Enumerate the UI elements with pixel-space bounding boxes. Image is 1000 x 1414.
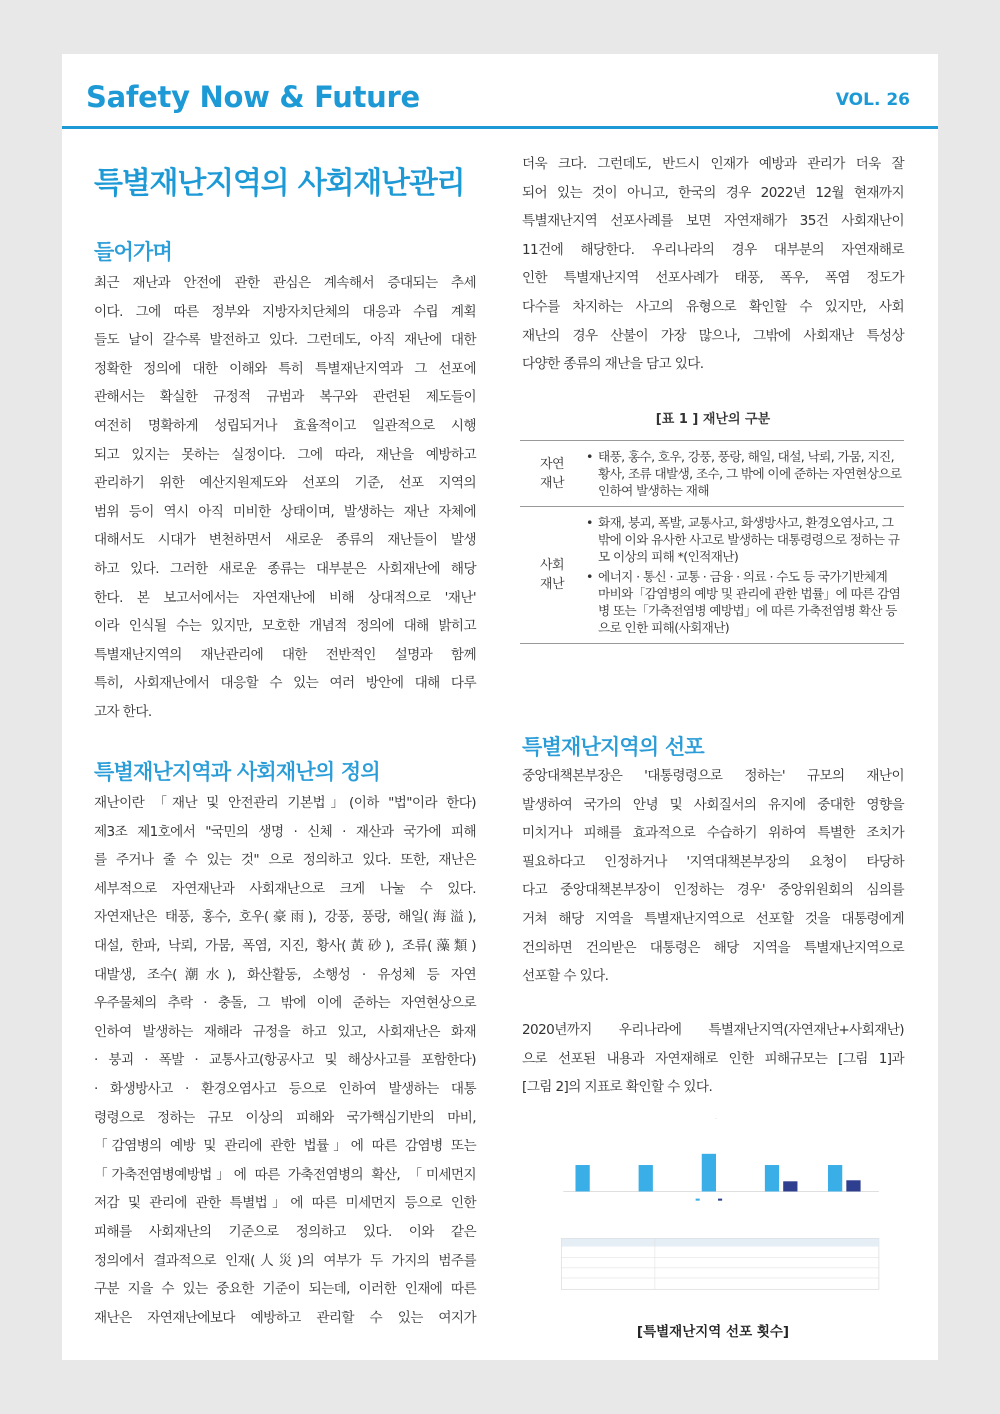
text-line: 재난은 자연재난에보다 예방하고 관리할 수 있는 여지가 <box>94 1309 476 1326</box>
figure-bar <box>575 1165 589 1191</box>
table-description-cell <box>584 441 904 507</box>
figure-bar <box>846 1180 860 1191</box>
text-line: 다수를 차지하는 사고의 유형으로 확인할 수 있지만, 사회 <box>522 298 904 315</box>
text-line: 를 주거나 줄 수 있는 것" 으로 정의하고 있다. 또한, 재난은 <box>94 852 476 869</box>
text-line: 되고 있지는 못하는 실정이다. 그에 따라, 재난을 예방하고 <box>94 446 476 463</box>
table-bullet-item: • 화재, 붕괴, 폭발, 교통사고, 화생방사고, 환경오염사고, 그 밖에 이와 유사한 사고로 발생하는 대통령령으로 정하는 규모 이상의 피해 *(인적재난) <box>586 515 900 564</box>
disaster-classification-table <box>520 440 904 644</box>
text-line: 하고 있다. 그러한 새로운 종류는 대부분은 사회재난에 해당 <box>94 560 476 577</box>
figure-bar <box>828 1165 842 1191</box>
text-line: · 붕괴 · 폭발 · 교통사고(항공사고 및 해상사고를 포함한다) <box>94 1052 476 1069</box>
declaration-figure <box>540 1108 892 1332</box>
text-line: 건의하면 건의받은 대통령은 해당 지역을 특별재난지역으로 <box>522 939 904 956</box>
continuation-paragraph <box>522 150 904 379</box>
table-category-cell: 사회 재난 <box>520 507 584 644</box>
text-line: 정확한 정의에 대한 이해와 특히 특별재난지역과 그 선포에 <box>94 360 476 377</box>
text-line: 선포할 수 있다. <box>522 968 609 985</box>
text-line: 범위 등이 역시 아직 미비한 상태이며, 발생하는 재난 자체에 <box>94 503 476 520</box>
text-line: 한다. 본 보고서에서는 자연재난에 비해 상대적으로 '재난' <box>94 589 476 606</box>
text-line: 여전히 명확하게 성립되거나 효율적이고 일관적으로 시행 <box>94 417 476 434</box>
figure-caption: [특별재난지역 선포 횟수] <box>636 1324 790 1340</box>
text-line: 되어 있는 것이 아니고, 한국의 경우 2022년 12월 현재까지 <box>522 184 904 201</box>
text-line: 자연재난은 태풍, 홍수, 호우(豪雨), 강풍, 풍랑, 해일(海溢), <box>94 909 476 926</box>
text-line: 재난의 경우 산불이 가장 많으나, 그밖에 사회재난 특성상 <box>522 327 904 344</box>
text-line: 저감 및 관리에 관한 특별법」에 따른 미세먼지 등으로 인한 <box>94 1195 476 1212</box>
intro-heading: 들어가며 <box>94 240 172 264</box>
table-description-cell <box>584 507 904 644</box>
text-line: 관해서는 확실한 규정적 규범과 복구와 관련된 제도들이 <box>94 389 476 406</box>
text-line: 구분 지을 수 있는 중요한 기준이 되는데, 이러한 인재에 따른 <box>94 1281 476 1298</box>
text-line: 대발생, 조수(潮水), 화산활동, 소행성 · 유성체 등 자연 <box>94 966 476 983</box>
statistics-paragraph <box>522 1016 904 1102</box>
text-line: 고자 한다. <box>94 703 152 720</box>
text-line: 필요하다고 인정하거나 '지역대책본부장의 요청이 타당하 <box>522 853 904 870</box>
text-line: 더욱 크다. 그런데도, 반드시 인재가 예방과 관리가 더욱 잘 <box>522 156 904 172</box>
volume-label: VOL. 26 <box>835 90 910 110</box>
text-line: 거쳐 해당 지역을 특별재난지역으로 선포할 것을 대통령에게 <box>522 910 904 927</box>
table-caption: [표 1 ] 재난의 구분 <box>655 412 771 427</box>
definition-paragraph <box>94 789 476 1332</box>
text-line: 특별재난지역의 재난관리에 대한 전반적인 설명과 함께 <box>94 646 476 663</box>
text-line: 발생하여 국가의 안녕 및 사회질서의 유지에 중대한 영향을 <box>522 796 904 813</box>
article-title: 특별재난지역의 사회재난관리 <box>94 166 465 201</box>
figure-bar <box>639 1165 653 1191</box>
figure-legend-swatch <box>718 1199 722 1201</box>
text-line: 인한 특별재난지역 선포사례가 태풍, 폭우, 폭염 정도가 <box>522 270 904 287</box>
text-line: · 화생방사고 · 환경오염사고 등으로 인하여 발생하는 대통 <box>94 1080 476 1097</box>
declaration-paragraph <box>522 762 904 991</box>
text-line: 피해를 사회재난의 기준으로 정의하고 있다. 이와 같은 <box>94 1223 476 1240</box>
text-line: 중앙대책본부장은 '대통령령으로 정하는' 규모의 재난이 <box>522 768 904 784</box>
figure-bar <box>783 1181 797 1191</box>
text-line: 재난이란 「재난 및 안전관리 기본법」(이하 "법"이라 한다) <box>94 795 476 811</box>
figure-mini-title: · <box>715 1116 717 1122</box>
figure-legend-swatch <box>696 1199 700 1201</box>
text-line: 대해서도 시대가 변천하면서 새로운 종류의 재난들이 발생 <box>94 532 476 549</box>
text-line: 세부적으로 자연재난과 사회재난으로 크게 나눌 수 있다. <box>94 880 476 897</box>
table-category-cell: 자연 재난 <box>520 441 584 507</box>
table-row <box>520 507 904 644</box>
text-line: 특히, 사회재난에서 대응할 수 있는 여러 방안에 대해 다루 <box>94 675 476 692</box>
text-line: 관리하기 위한 예산지원제도와 선포의 기준, 선포 지역의 <box>94 475 476 492</box>
text-line: 11건에 해당한다. 우리나라의 경우 대부분의 자연재해로 <box>522 241 904 258</box>
text-line: [그림 2]의 지표로 확인할 수 있다. <box>522 1079 713 1096</box>
table-bullet-item: • 에너지 · 통신 · 교통 · 금융 · 의료 · 수도 등 국가기반체계 마비와「감염병의 예방 및 관리에 관한 법률」에 따른 감염병 또는「가축전염병 예방법」에 따른 가축전염병 확산 등으로 인한 피해(사회재난) <box>586 569 901 635</box>
declaration-heading: 특별재난지역의 선포 <box>522 735 704 759</box>
figure-bar <box>765 1165 779 1191</box>
text-line: 다고 중앙대책본부장이 인정하는 경우' 중앙위원회의 심의를 <box>522 882 904 899</box>
text-line: 다양한 종류의 재난을 담고 있다. <box>522 356 704 373</box>
header <box>62 54 938 129</box>
text-line: 제3조 제1호에서 "국민의 생명 · 신체 · 재산과 국가에 피해 <box>94 823 476 840</box>
text-line: 대설, 한파, 낙뢰, 가뭄, 폭염, 지진, 황사(黃砂), 조류(藻類) <box>94 937 476 954</box>
text-line: 으로 선포된 내용과 자연재해로 인한 피해규모는 [그림 1]과 <box>522 1050 904 1067</box>
text-line: 특별재난지역 선포사례를 보면 자연재해가 35건 사회재난이 <box>522 213 904 230</box>
figure-mini-table-header <box>561 1238 879 1246</box>
brand-title: Safety Now & Future <box>86 80 420 114</box>
text-line: 우주물체의 추락 · 충돌, 그 밖에 이에 준하는 자연현상으로 <box>94 995 476 1012</box>
text-line: 들도 날이 갈수록 발전하고 있다. 그런데도, 아직 재난에 대한 <box>94 332 476 349</box>
text-line: 정의에서 결과적으로 인재(人災)의 여부가 두 가지의 범주를 <box>94 1252 476 1269</box>
text-line: 「가축전염병예방법」에 따른 가축전염병의 확산, 「미세먼지 <box>94 1166 476 1183</box>
table-row <box>520 441 904 507</box>
table-bullet-item: • 태풍, 홍수, 호우, 강풍, 풍랑, 해일, 대설, 낙뢰, 가뭄, 지진, 황사, 조류 대발생, 조수, 그 밖에 이에 준하는 자연현상으로 인하여 발생하는 재해 <box>586 449 902 498</box>
text-line: 령령으로 정하는 규모 이상의 피해와 국가핵심기반의 마비, <box>94 1109 476 1126</box>
text-line: 「감염병의 예방 및 관리에 관한 법률」에 따른 감염병 또는 <box>94 1138 476 1155</box>
intro-paragraph <box>94 269 476 727</box>
text-line: 인하여 발생하는 재해라 규정을 하고 있고, 사회재난은 화재 <box>94 1023 476 1040</box>
figure-bar <box>702 1154 716 1192</box>
text-line: 이다. 그에 따른 정부와 지방자치단체의 대응과 수립 계획 <box>94 303 476 320</box>
text-line: 이라 인식될 수는 있지만, 모호한 개념적 정의에 대해 밝히고 <box>94 618 476 635</box>
text-line: 미치거나 피해를 효과적으로 수습하기 위하여 특별한 조치가 <box>522 825 904 842</box>
text-line: 2020년까지 우리나라에 특별재난지역(자연재난+사회재난) <box>522 1022 904 1038</box>
text-line: 최근 재난과 안전에 관한 관심은 계속해서 증대되는 추세 <box>94 275 476 291</box>
definition-heading: 특별재난지역과 사회재난의 정의 <box>94 760 380 784</box>
